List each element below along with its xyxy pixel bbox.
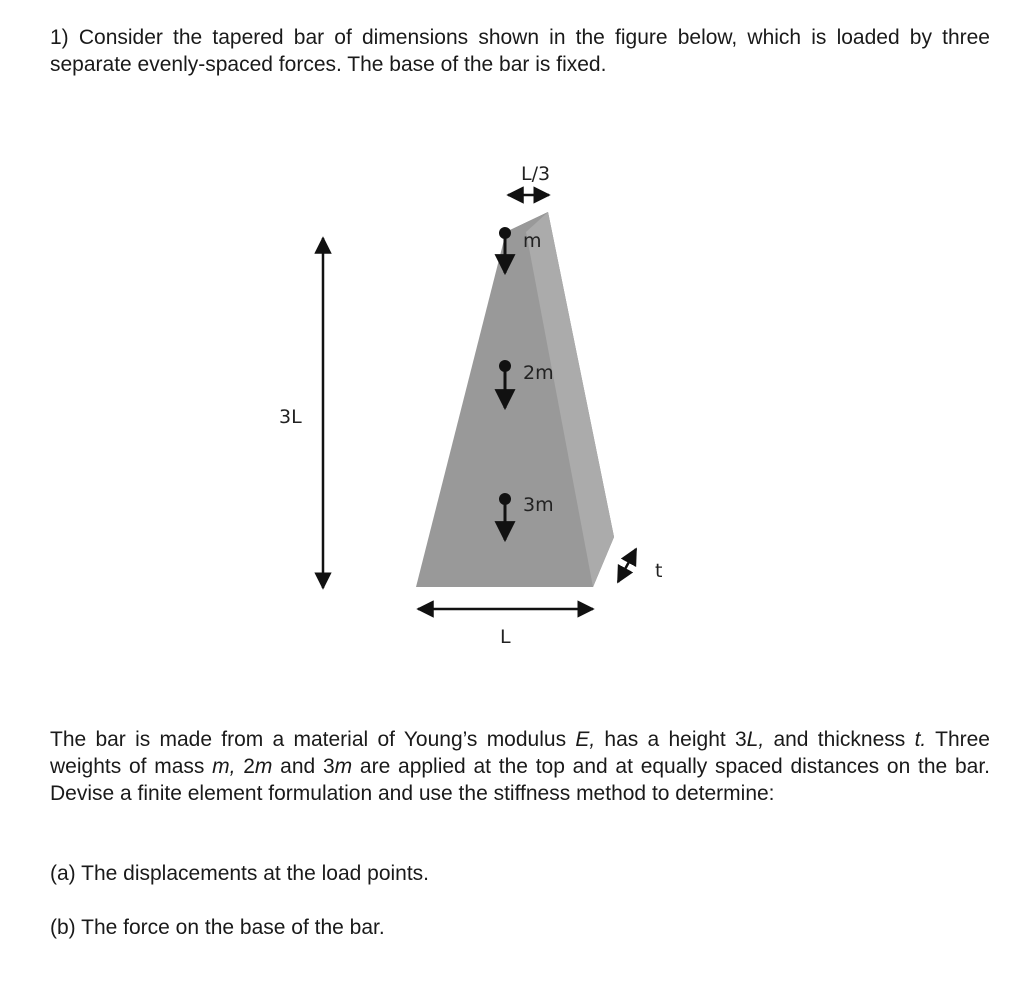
part-a bbox=[50, 860, 990, 887]
body-segment-2: has a height 3 bbox=[595, 728, 747, 751]
symbol-t: t. bbox=[914, 728, 927, 751]
body-segment-3: and thickness bbox=[764, 728, 915, 751]
problem-number: 1) bbox=[50, 26, 69, 49]
part-a-text: The displacements at the load points. bbox=[81, 862, 430, 885]
load-label-2m: 2m bbox=[523, 362, 554, 384]
body-segment-5: 2 bbox=[235, 755, 255, 778]
part-b bbox=[50, 914, 990, 941]
top-width-label: L/3 bbox=[521, 163, 551, 185]
symbol-m: m, bbox=[212, 755, 236, 778]
base-width-label: L bbox=[500, 626, 511, 648]
body-segment-6: and 3 bbox=[272, 755, 335, 778]
part-a-label: (a) bbox=[50, 862, 76, 885]
thickness-label: t bbox=[655, 560, 663, 582]
symbol-2m: m bbox=[254, 755, 273, 778]
body-segment-7: are applied at the top and at equally spaced distances on the bar. Devise a finite element formulation and use the stiffness method to determine: bbox=[50, 755, 991, 805]
body-segment-1: The bar is made from a material of Young’s modulus bbox=[50, 728, 576, 751]
load-label-3m: 3m bbox=[523, 494, 554, 516]
symbol-E: E, bbox=[575, 728, 596, 751]
height-label: 3L bbox=[279, 406, 302, 428]
part-b-label: (b) bbox=[50, 916, 76, 939]
intro-text: Consider the tapered bar of dimensions shown in the figure below, which is loaded by three separate evenly-spaced forces. The base of the bar is fixed. bbox=[50, 26, 990, 76]
part-b-text: The force on the base of the bar. bbox=[81, 916, 385, 939]
symbol-3m: m bbox=[334, 755, 353, 778]
symbol-L: L, bbox=[746, 728, 765, 751]
body-segment-4: Three weights of mass bbox=[50, 728, 990, 778]
problem-body bbox=[50, 726, 990, 807]
load-label-m: m bbox=[523, 230, 542, 252]
thickness-dimension-arrow bbox=[618, 549, 636, 582]
